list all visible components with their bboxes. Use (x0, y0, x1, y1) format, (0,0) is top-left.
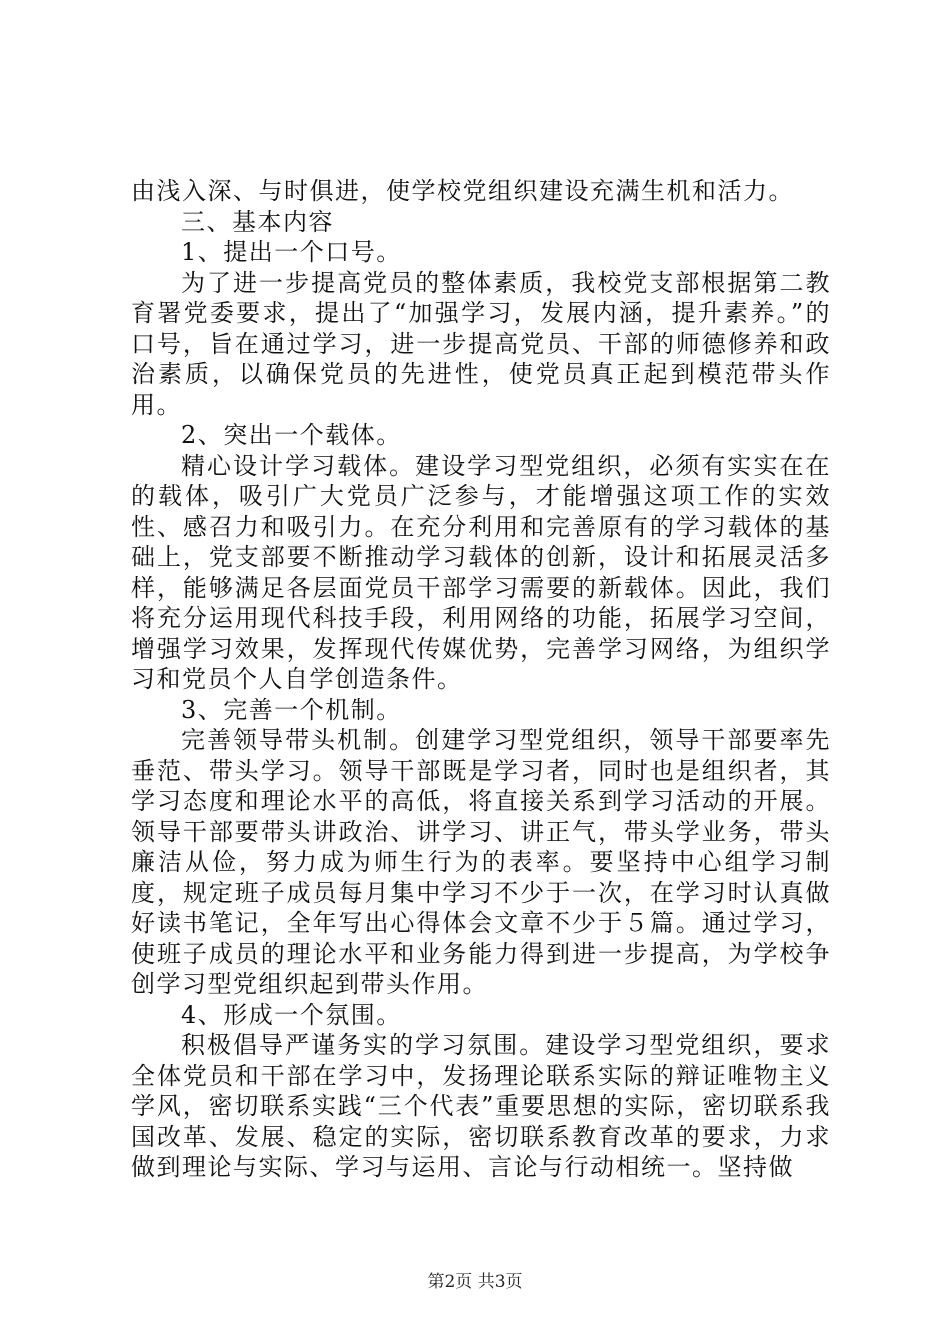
subheading-carrier: 2、突出一个载体。 (181, 421, 402, 449)
paragraph-intro-continuation: 由浅入深、与时俱进，使学校党组织建设充满生机和活力。 (131, 177, 794, 205)
subheading-atmosphere: 4、形成一个氛围。 (181, 1000, 402, 1029)
subheading-slogan: 1、提出一个口号。 (181, 238, 402, 266)
paragraph-slogan: 为了进一步提高党员的整体素质，我校党支部根据第二教育署党委要求，提出了“加强学习，发展内涵，提升素养。”的口号，旨在通过学习，进一步提高党员、干部的师德修养和政治素质，以确保党员的先进性，使党员真正起到模范带头作用。 (131, 268, 831, 419)
page-number-footer: 第2页 共3页 (427, 1272, 523, 1292)
paragraph-carrier: 精心设计学习载体。建设学习型党组织，必须有实实在在的载体，吸引广大党员广泛参与，才能增强这项工作的实效性、感召力和吸引力。在充分利用和完善原有的学习载体的基础上，党支部要不断推动学习载体的创新，设计和拓展灵活多样，能够满足各层面党员干部学习需要的新载体。因此，我们将充分运用现代科技手段，利用网络的功能，拓展学习空间，增强学习效果，发挥现代传媒优势，完善学习网络，为组织学习和党员个人自学创造条件。 (131, 451, 831, 693)
subheading-mechanism: 3、完善一个机制。 (181, 695, 402, 724)
paragraph-mechanism: 完善领导带头机制。创建学习型党组织，领导干部要率先垂范、带头学习。领导干部既是学习者，同时也是组织者，其学习态度和理论水平的高低，将直接关系到学习活动的开展。领导干部要带头讲政治、讲学习、讲正气，带头学业务，带头廉洁从俭，努力成为师生行为的表率。要坚持中心组学习制度，规定班子成员每月集中学习不少于一次，在学习时认真做好读书笔记，全年写出心得体会文章不少于５篇。通过学习，使班子成员的理论水平和业务能力得到进一步提高，为学校争创学习型党组织起到带头作用。 (131, 726, 831, 998)
section-heading-basic-content: 三、基本内容 (181, 207, 334, 236)
document-body (131, 176, 831, 1183)
paragraph-atmosphere: 积极倡导严谨务实的学习氛围。建设学习型党组织，要求全体党员和干部在学习中，发扬理论联系实际的辩证唯物主义学风，密切联系实践“三个代表”重要思想的实际，密切联系我国改革、发展、稳定的实际，密切联系教育改革的要求，力求做到理论与实际、学习与运用、言论与行动相统一。坚持做 (131, 1031, 831, 1181)
